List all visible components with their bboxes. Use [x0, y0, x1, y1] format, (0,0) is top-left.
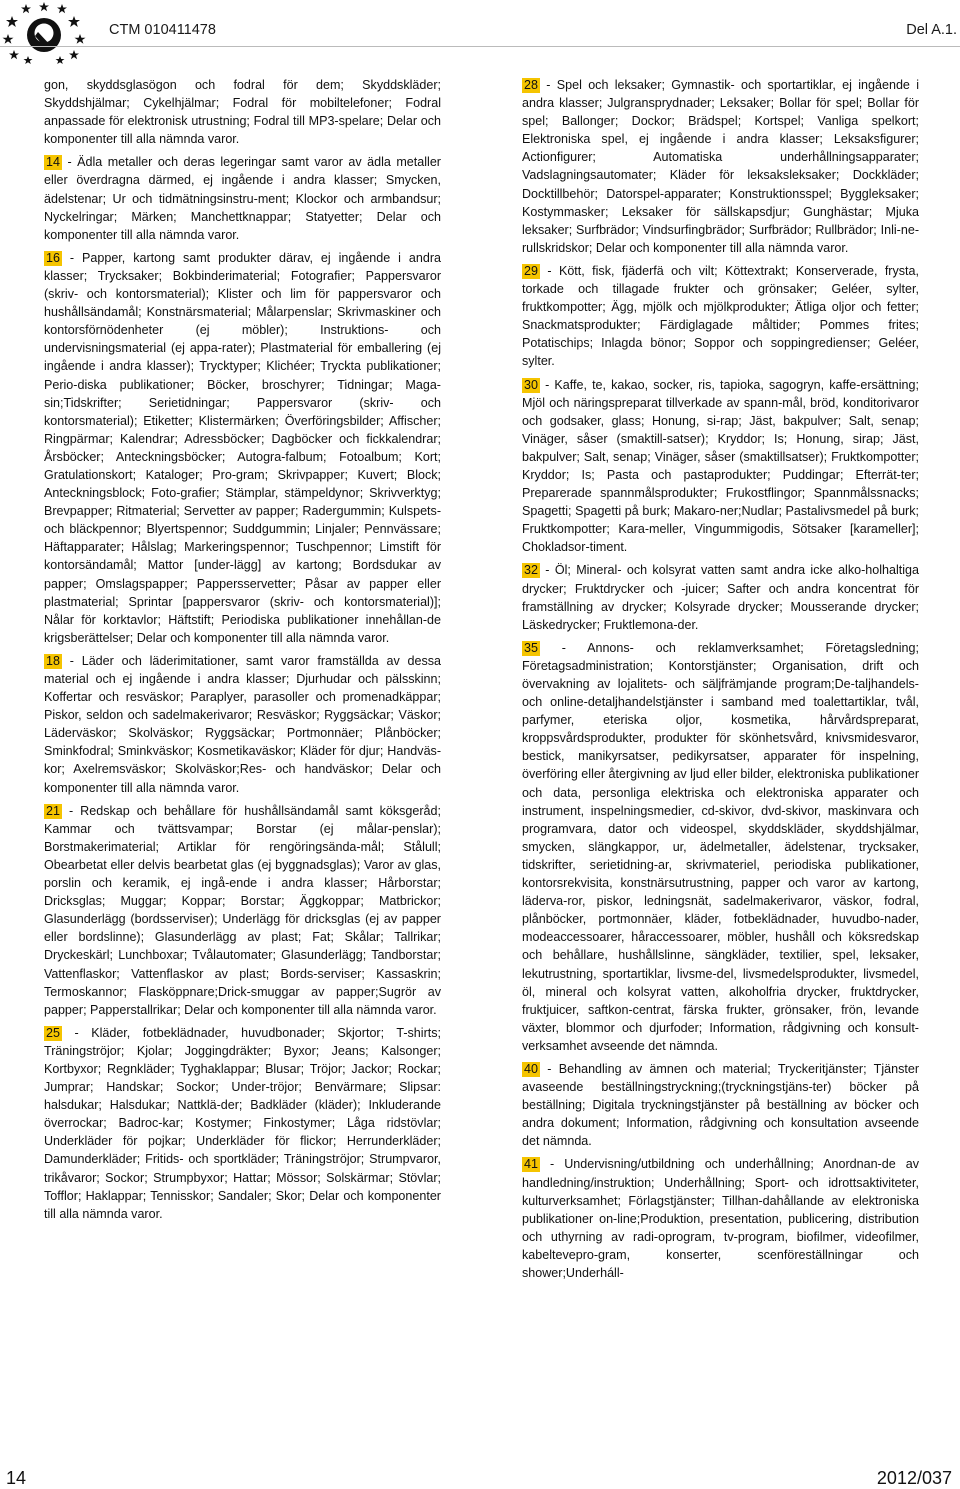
- trademark-number: CTM 010411478: [109, 22, 216, 38]
- class-entry-14: [44, 153, 441, 243]
- class-description: - Behandling av ämnen och material; Tryckeritjänster; Tjänster avaseende beställningstryckning;(tryckningstjäns-ter) böcker på beställning; Digitala tryckningstjänster på beställning av böcker och andra dokument; Information, rådgivning och konsultation avseende det nämnda.: [522, 1061, 919, 1149]
- class-entry-41: [522, 1155, 919, 1282]
- class-description: - Kaffe, te, kakao, socker, ris, tapioka, sagogryn, kaffe-ersättning; Mjöl och näringspreparat tillverkade av spann-mål, bröd, konditorivaror och godsaker, glass; Honung, si-rap; Jäst, bakpulver; Salt, senap; Vinäger, såser (smaktill-satser); Kryddor; Is; Honung, sirap; Jäst, bakpulver; Salt, senap; Vinäger, såser (smaktillsatser); Fruktkompotter; Kryddor; Is; Pasta och pastaprodukter; Puddingar; Efterrät-ter; Preparerade spannmålsprodukter; Frukostflingor; Spannmålssnacks; Spagetti; Spagetti på burk; Makaro-ner;Nudlar; Pastalivsmedel på burk; Fruktkompotter; Kara-meller, Vingummigodis, Sötsaker [karameller]; Chokladsor-timent.: [522, 377, 919, 555]
- right-column: [522, 76, 919, 1287]
- section-label: Del A.1.: [906, 22, 957, 38]
- class-number-badge: 40: [524, 1061, 538, 1076]
- left-column: [44, 76, 441, 1228]
- class-description: - Redskap och behållare för hushållsändamål samt köksgeråd; Kammar och tvättsvampar; Borstar (ej målar-penslar); Borstmakerimaterial; Artiklar för rengöringsända-mål; Stålull; Obearbetat eller delvis bearbetat glas (ej byggnadsglas); Varor av glas, porslin och keramik, ej ingå-ende i andra klasser; Hårborstar; Dricksglas; Muggar; Koppar; Borstar; Äggkoppar; Matbrickor; Glasunderlägg (bordsserviser); Underlägg för dricksglas (ej av papper eller bordslinne); Glasunderlägg av plast; Fat; Skålar; Tallrikar; Dryckeskärl; Lunchboxar; Tvålautomater; Glasunderlägg; Tandborstar; Vattenflaskor; Vattenflaskor av plast; Bords-serviser; Kassaskrin; Termoskannor; Flasköppnare;Drick-smuggar av papper;Sugrör av papper; Papperstallrikar; Delar och komponenter till alla nämnda varor.: [44, 803, 441, 1017]
- class-number-badge: 41: [524, 1157, 538, 1172]
- class-number-badge: 35: [524, 640, 538, 655]
- class-description: - Kött, fisk, fjäderfä och vilt; Köttextrakt; Konserverade, frysta, torkade och tillagade frukter och grönsaker; Geléer, sylter, fruktkompotter; Ägg, mjölk och mjölkprodukter; Ätliga oljor och fetter; Snackmatsprodukter; Färdiglagade måltider; Pommes frites; Potatischips; Inlagda bönor; Soppor och soppingredienser; Geléer, sylter.: [522, 263, 919, 369]
- class-entry-32: [522, 561, 919, 633]
- class-number-badge: 16: [46, 250, 60, 265]
- class-description: - Öl; Mineral- och kolsyrat vatten samt andra icke alko-holhaltiga drycker; Fruktdrycker och -juicer; Safter och andra koncentrat för framställning av drycker; Kolsyrade drycker; Mousserande drycker; Läskedrycker; Fruktlemona-der.: [522, 563, 919, 632]
- class-entry-28: [522, 76, 919, 257]
- class-entry-continuation: gon, skyddsglasögon och fodral för dem; Skyddskläder; Skyddshjälmar; Cykelhjälmar; Fodral för mobiltelefoner; Fodral anpassade för elektronisk utrustning; Fodral till MP3-spelare; Delar och komponenter till alla nämnda varor.: [44, 78, 441, 147]
- class-entry-40: [522, 1060, 919, 1150]
- class-entry-30: [522, 376, 919, 557]
- class-entry-16: [44, 249, 441, 647]
- class-number-badge: 21: [46, 803, 60, 818]
- header-divider: [0, 46, 960, 47]
- class-number-badge: 28: [524, 78, 538, 92]
- class-entry-35: [522, 639, 919, 1055]
- class-description: - Undervisning/utbildning och underhållning; Anordnan-de av handledning/instruktion; Underhållning; Sport- och idrottsaktiviteter, kulturverksamhet; Förlagstjänster; Tillhan-dahållande av elektroniska publikationer on-line;Produktion, presentation, publicering, distribution och uthyrning av radi-oprogram, tv-program, biofilmer, videofilmer, kabeltevepro-gram, konserter, scenföreställningar och shower;Underháll-: [522, 1157, 919, 1280]
- class-description: - Papper, kartong samt produkter därav, ej ingående i andra klasser; Trycksaker; Bokbinderimaterial; Fotografier; Pappersvaror (skriv- och kontorsmaterial); Klister och lim för pappersvaror och hushållsändamål; Konstnärsmaterial; Målarpenslar; Skrivmaskiner och kontorsförnödenheter (ej möbler); Instruktions- och undervisningsmaterial (ej appa-rater); Plastmaterial för emballering (ej ingående i andra klasser); Trycktyper; Klichéer; Tryckta publikationer; Perio-diska publikationer; Böcker, broschyrer; Tidningar; Maga-sin;Tidskrifter; Serietidningar; Pappersvaror (skriv- och kontorsmaterial); Etiketter; Klistermärken; Överföringsbilder; Affischer; Ringpärmar; Kalendrar; Adressböcker; Dagböcker och fickkalendrar; Årsböcker; Anteckningsböcker; Autogra-falbum; Fotoalbum; Kort; Gratulationskort; Kataloger; Pro-gram; Skrivpapper; Kuvert; Block; Anteckningsblock; Foto-grafier; Stämplar, stämpeldynor; Skrivverktyg; Brevpapper; Ritmaterial; Servetter av papper; Radergummin; Kulspets-och bläckpennor; Blyertspennor; Suddgummin; Linjaler; Pennvässare; Häftapparater; Hålslag; Markeringspennor; Tuschpennor; Limstift för kontorsändamål; Mattor [under-lägg] av kartong; Bordsdukar av papper; Omslagspapper; Pappersservetter; Påsar av papper eller plastmaterial; Sprintar [pappersvaror (skriv- och kontorsmaterial)]; Nålar för korktavlor; Häftstift; Periodiska publikationer innehållan-de krigsberättelser; Delar och komponenter till alla nämnda varor.: [44, 250, 441, 645]
- class-number-badge: 32: [524, 563, 538, 578]
- page-number: 14: [6, 1468, 27, 1488]
- class-description: - Annons- och reklamverksamhet; Företagsledning; Företagsadministration; Kontorstjänster; Organisation, drift och övervakning av lojalitets- och säljfrämjande program;De-taljhandels- och online-detaljhandelstjänster i samband med toalettartiklar, tvål, parfymer, eteriska oljor, kosmetika, hårvårdspreparat, kroppsvårdsprodukter, produkter för skönhetsvård, knivsmidesvaror, bestick, manikyrsatser, pedikyrsatser, apparater för inspelning, överföring eller återgivning av ljud eller bilder, elektroniska publikationer och data, personliga elektriska och elektroniska apparater och instrument, inspelningsmedier, cd-skivor, dvd-skivor, maskinvara och programvara, dator och videospel, skyddskläder, skyddshjälmar, smycken, slängkappor, ur, ädelmetaller, ädelstenar, trycksaker, tidskrifter, serietidning-ar, skrivmateriel, periodiska publikationer, kontorsrekvisita, konstnärsutrustning, papper och varor av kartong, läderva-ror, piskor, ledningsnät, sadelmakerivaror, väskor, fodral, plånböcker, portmonnäer, kläder, fotbeklädnader, huvudbo-nader, modeaccessoarer, håraccessoarer, möbler, hushåll och köksredskap och behållare, hushållslinne, sängkläder, textilier, spel, leksaker, lekutrustning, sportartiklar, livsme-del, livsmedelsprodukter, livsmedel, öl, mineral och kolsyrat vatten, alkoholfria drycker, fruktdrycker, fruktjuicer, saftkon-centrat, färska frukter, grönsaker, frön, levande växter, blommor och djurfoder; Information, rådgivning och konsult-verksamhet avseende det nämnda.: [522, 640, 919, 1053]
- class-entry-29: [522, 262, 919, 371]
- class-number-badge: 30: [524, 377, 538, 392]
- ohim-logo: [2, 2, 88, 64]
- class-description: - Kläder, fotbeklädnader, huvudbonader; Skjortor; T-shirts; Träningströjor; Kjolar; Joggingdräkter; Byxor; Jeans; Kalsonger; Kortbyxor; Regnkläder; Tyghaklappar; Blusar; Tröjor; Jackor; Rockar; Jumprar; Handskar; Sockor; Under-tröjor; Benvärmare; Slipsar: halsdukar; Halsdukar; Nattklä-der; Badkläder (kläder); Inkluderande överrockar; Badroc-kar; Kostymer; Finkostymer; Låga ridstövlar; Underkläder för pojkar; Underkläder för flickor; Herrunderkläder; Damunderkläder; Fritids- och sportkläder; Träningströjor; Strumpvaror, trikåvaror; Sockor; Strumpbyxor; Hattar; Mössor; Solskärmar; Stövlar; Tofflor; Haklappar; Tennisskor; Sandaler; Skor; Delar och komponenter till alla nämnda varor.: [44, 1025, 441, 1221]
- logo-graphic: [2, 2, 88, 64]
- class-description: - Spel och leksaker; Gymnastik- och sportartiklar, ej ingående i andra klasser; Julgransprydnader; Leksaker; Bollar för spel; Bollar för spel; Ballonger; Dockor; Brädspel; Kortspel; Vanliga spelkort; Elektroniska spel, ej ingående i andra klasser; Leksaksfigurer; Actionfigurer; Automatiska underhållningsapparater; Vadslagningsautomater; Kläder för leksaksleksaker; Dockkläder; Docktillbehör; Datorspel-apparater; Konstruktionsspel; Byggleksaker; Kostymmasker; Leksaker för sällskapsdjur; Gunghästar; Mjuka leksaker; Surfbrädor; Vindsurfingbrädor; Surfbrädor; Rullbrädor; Inli-ne-rullskridskor; Delar och komponenter till alla nämnda varor.: [522, 78, 919, 255]
- class-description: - Ädla metaller och deras legeringar samt varor av ädla metaller eller överdragna därmed, ej ingående i andra klasser; Smycken, ädelstenar; Ur och tidmätningsinstru-ment; Klockor och armbandsur; Nyckelringar; Märken; Manchettknappar; Statyetter; Delar och komponenter till alla nämnda varor.: [44, 155, 441, 242]
- class-entry-18: [44, 652, 441, 797]
- class-number-badge: 25: [46, 1025, 60, 1040]
- bulletin-issue: 2012/037: [876, 1468, 952, 1488]
- class-number-badge: 18: [46, 653, 60, 668]
- class-description: - Läder och läderimitationer, samt varor framställda av dessa material och ej ingående i andra klasser; Djurhudar och pälsskinn; Koffertar och resväskor; Paraplyer, parasoller och promenadkäppar; Piskor, seldon och sadelmakerivaror; Resväskor; Ryggsäckar; Väskor; Läderväskor; Skolväskor; Ryggsäckar; Portmonnäer; Plånböcker; Sminkfodral; Sminkväskor; Kosmetikaväskor; Kläder för djur; Handväs-kor; Axelremsväskor; Skolväskor;Res- och handväskor; Delar och komponenter till alla nämnda varor.: [44, 653, 441, 795]
- class-entry-21: [44, 802, 441, 1019]
- class-entry-25: [44, 1024, 441, 1223]
- class-number-badge: 29: [524, 263, 538, 278]
- class-number-badge: 14: [46, 155, 60, 170]
